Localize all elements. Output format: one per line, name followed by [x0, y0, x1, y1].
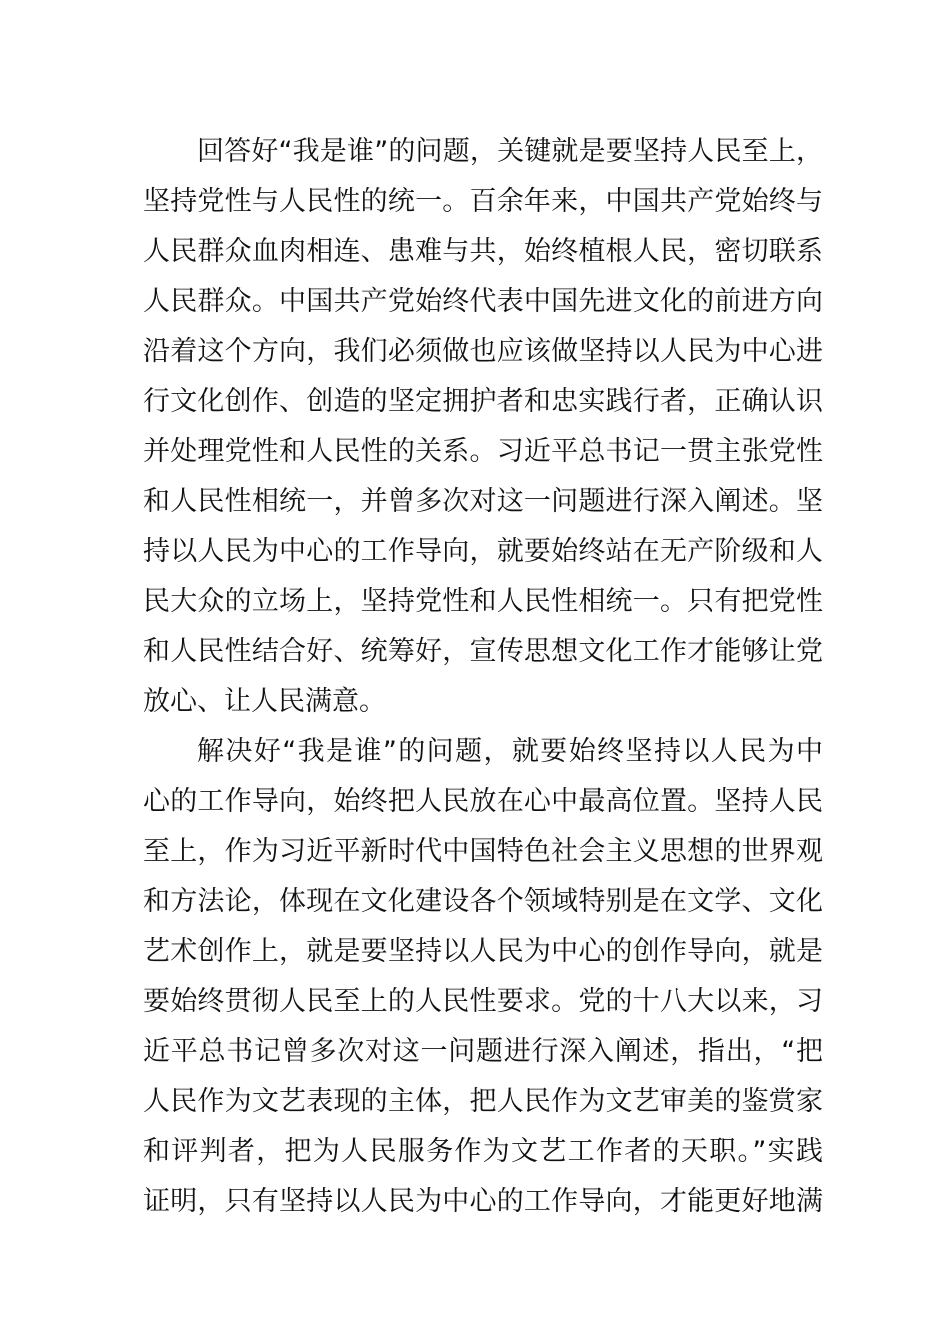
- text-line: 艺术创作上，就是要坚持以人民为中心的创作导向，就是: [143, 936, 823, 967]
- paragraph-2: [143, 727, 823, 1227]
- text-line: 持以人民为中心的工作导向，就要始终站在无产阶级和人: [143, 536, 823, 567]
- text-line: 放心、让人民满意。: [143, 686, 386, 717]
- text-line: 心的工作导向，始终把人民放在心中最高位置。坚持人民: [143, 786, 823, 817]
- text-line: 要始终贯彻人民至上的人民性要求。党的十八大以来，习: [143, 986, 823, 1017]
- text-line: 和方法论，体现在文化建设各个领域特别是在文学、文化: [143, 886, 823, 917]
- text-line: 证明，只有坚持以人民为中心的工作导向，才能更好地满: [143, 1186, 823, 1217]
- document-body: [143, 127, 823, 1227]
- text-line: 人民群众。中国共产党始终代表中国先进文化的前进方向: [143, 286, 823, 317]
- text-line: 并处理党性和人民性的关系。习近平总书记一贯主张党性: [143, 436, 823, 467]
- text-line: 沿着这个方向，我们必须做也应该做坚持以人民为中心进: [143, 336, 823, 367]
- paragraph-1: [143, 127, 823, 727]
- text-line: 人民作为文艺表现的主体，把人民作为文艺审美的鉴赏家: [143, 1086, 823, 1117]
- text-line: 行文化创作、创造的坚定拥护者和忠实践行者，正确认识: [143, 386, 823, 417]
- text-line: 民大众的立场上，坚持党性和人民性相统一。只有把党性: [143, 586, 823, 617]
- text-line: 人民群众血肉相连、患难与共，始终植根人民，密切联系: [143, 236, 823, 267]
- text-line: 坚持党性与人民性的统一。百余年来，中国共产党始终与: [143, 186, 823, 217]
- text-line: 和评判者，把为人民服务作为文艺工作者的天职。”实践: [143, 1136, 823, 1167]
- text-line: 至上，作为习近平新时代中国特色社会主义思想的世界观: [143, 836, 823, 867]
- text-line: 回答好“我是谁”的问题，关键就是要坚持人民至上，: [197, 136, 823, 167]
- text-line: 解决好“我是谁”的问题，就要始终坚持以人民为中: [197, 736, 823, 767]
- text-line: 和人民性结合好、统筹好，宣传思想文化工作才能够让党: [143, 636, 823, 667]
- text-line: 近平总书记曾多次对这一问题进行深入阐述，指出，“把: [143, 1036, 823, 1067]
- text-line: 和人民性相统一，并曾多次对这一问题进行深入阐述。坚: [143, 486, 823, 517]
